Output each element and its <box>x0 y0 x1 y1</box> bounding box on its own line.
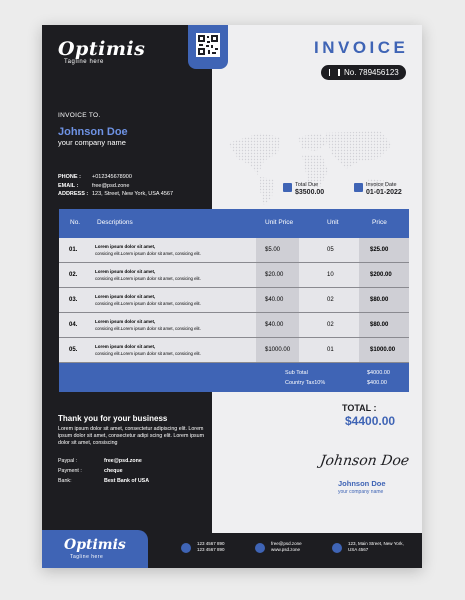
header-price: Price <box>372 219 387 226</box>
footer-logo <box>42 530 148 568</box>
total-due-label: Total Due <box>295 182 319 188</box>
contact-email: EMAIL : free@psd.zone <box>58 182 130 189</box>
location-icon <box>332 543 342 553</box>
invoice-number: No. 789456123 <box>344 68 399 77</box>
brand-name: Optimis <box>58 38 146 60</box>
table-row: 04. Lorem ipsum dolor sit amet, consicing elit.Lorem ipsum dolor sit amet, consicing elit. $40.00 02 $80.00 <box>59 313 409 338</box>
thanks-text: Lorem ipsum dolor sit amet, consectetur adipiscing elit. Lorem ipsum dolor sit amet, consectetur adipi scing elit. Lorem ipsum dolor sit amet, consiscing <box>58 426 205 446</box>
header-description: Descriptions <box>97 219 133 226</box>
total-label: TOTAL : <box>342 403 377 413</box>
subtotal-value: $4000.00 <box>367 370 390 376</box>
contact-phone: PHONE : +012345678900 <box>58 174 132 180</box>
tax-label: Country Tax10% <box>285 380 326 386</box>
table-summary <box>59 363 409 392</box>
footer-contact-bar: 123 4567 890 123 4567 890 free@psd.zone www.psd.zone 123, Main Street, New York, USA 4567 <box>169 533 422 568</box>
payment-paypal: Paypal : free@psd.zone <box>58 458 142 464</box>
table-row: 03. Lorem ipsum dolor sit amet, consicing elit.Lorem ipsum dolor sit amet, consicing elit. $40.00 02 $80.00 <box>59 288 409 313</box>
client-company: your company name <box>58 138 126 147</box>
invoice-date-label: Invoice Date <box>366 182 397 188</box>
signature-name: Johnson Doe <box>338 479 386 488</box>
invoice-date-value: 01-01-2022 <box>366 189 402 196</box>
barcode-icon <box>329 69 340 76</box>
table-row: 05. Lorem ipsum dolor sit amet, consicing elit.Lorem ipsum dolor sit amet, consicing elit. $1000.00 01 $1000.00 <box>59 338 409 363</box>
brand-tagline: Tagline here <box>64 59 104 65</box>
header-unit-price: Unit Price <box>265 219 294 226</box>
table-row: 01. Lorem ipsum dolor sit amet, consicing elit.Lorem ipsum dolor sit amet, consicing elit. $5.00 05 $25.00 <box>59 238 409 263</box>
signature-company: your company name <box>338 489 384 495</box>
qr-code-icon <box>196 33 220 57</box>
header-unit: Unit <box>327 219 339 226</box>
footer-brand-tagline: Tagline here <box>70 554 104 560</box>
contact-address: ADDRESS : 123, Street, New York, USA 4567 <box>58 191 174 197</box>
qr-tab <box>188 25 228 69</box>
footer-brand-name: Optimis <box>64 537 126 553</box>
globe-icon <box>255 543 265 553</box>
total-value: $4400.00 <box>345 414 396 428</box>
payment-method: Payment : cheque <box>58 468 123 474</box>
invoice-number-pill <box>321 65 406 80</box>
invoice-page <box>42 25 422 568</box>
items-table <box>59 209 409 392</box>
calendar-icon <box>354 183 363 192</box>
payment-bank: Bank: Best Bank of USA <box>58 478 150 484</box>
world-map-graphic <box>220 125 400 209</box>
invoice-to-label: INVOICE TO. <box>58 112 101 119</box>
client-name: Johnson Doe <box>58 126 128 138</box>
tax-value: $400.00 <box>367 380 387 386</box>
total-due-icon <box>283 183 292 192</box>
subtotal-label: Sub Total <box>285 370 308 376</box>
invoice-title: INVOICE <box>314 38 409 57</box>
contact-info <box>58 173 173 199</box>
phone-icon <box>181 543 191 553</box>
table-header <box>59 209 409 238</box>
thanks-heading: Thank you for your business <box>58 414 168 423</box>
payment-info <box>58 456 149 486</box>
table-row: 02. Lorem ipsum dolor sit amet, consicing elit.Lorem ipsum dolor sit amet, consicing elit. $20.00 10 $200.00 <box>59 263 409 288</box>
signature-script: Johnson Doe <box>318 453 411 469</box>
brand-logo <box>58 39 145 65</box>
header-no: No. <box>70 219 81 226</box>
total-due-value: $3500.00 <box>295 189 325 196</box>
